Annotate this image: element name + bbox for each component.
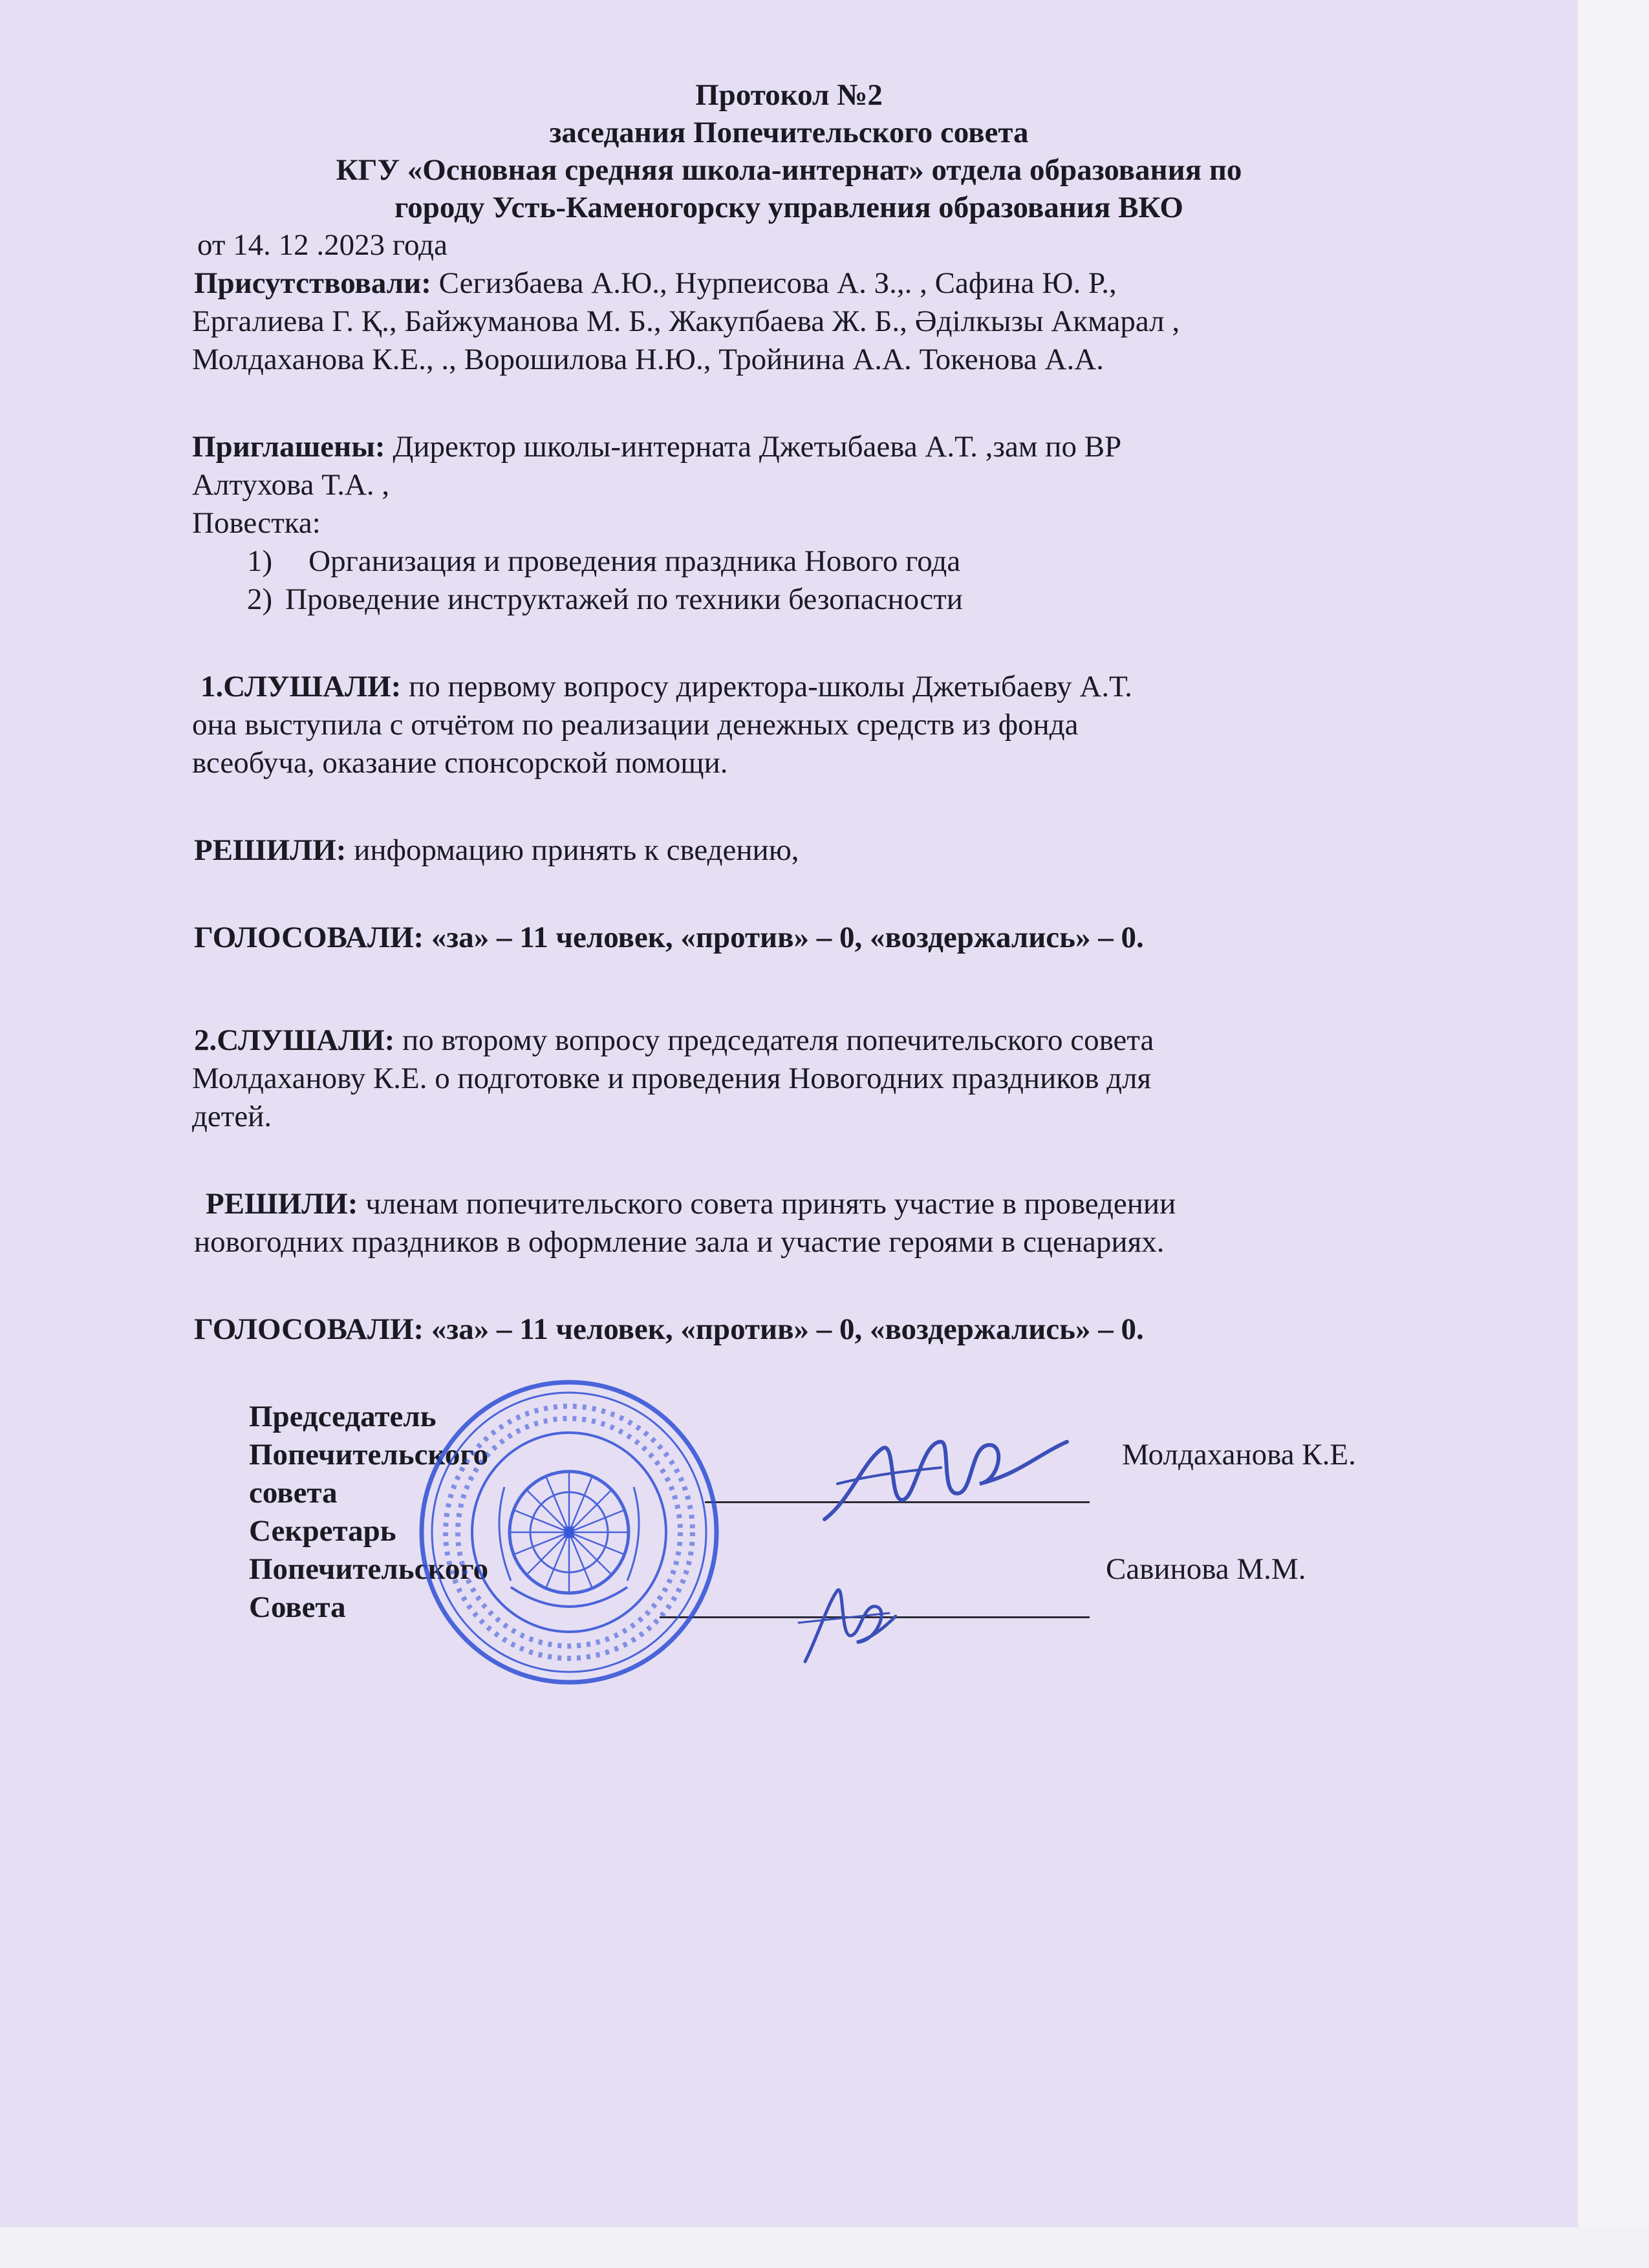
q2-heard-label: 2.СЛУШАЛИ:: [194, 1023, 395, 1057]
q1-heard-line-3: всеобуча, оказание спонсорской помощи.: [192, 746, 728, 780]
secretary-name: Савинова М.М.: [1106, 1552, 1306, 1586]
agenda-item-number: 2): [247, 583, 273, 616]
q1-decided-line: [194, 831, 799, 869]
chair-title-1: Председатель: [249, 1400, 436, 1433]
present-line-2: Ергалиева Г. Қ., Байжуманова М. Б., Жакупбаева Ж. Б., Әділкызы Акмарал ,: [192, 305, 1180, 338]
organization-line-2: городу Усть-Каменогорску управления образования ВКО: [394, 191, 1183, 224]
invited-label: Приглашены:: [192, 430, 385, 464]
agenda-item-1: [247, 542, 960, 580]
q2-heard-line-2: Молдаханову К.Е. о подготовке и проведения Новогодних праздников для: [192, 1062, 1152, 1095]
agenda-item-text: Организация и проведения праздника Нового года: [308, 544, 961, 578]
q1-decided-text: информацию принять к сведению,: [346, 833, 799, 867]
meeting-date: от 14. 12 .2023 года: [197, 228, 447, 262]
protocol-title: Протокол №2: [695, 78, 883, 112]
protocol-subtitle: заседания Попечительского совета: [549, 116, 1029, 149]
present-line-1: [194, 264, 1117, 302]
official-stamp-seal: [414, 1374, 724, 1691]
secretary-title-3: Совета: [249, 1590, 346, 1624]
chair-title-2: Попечительского: [249, 1438, 489, 1471]
q2-heard-text-1: по второму вопросу председателя попечительского совета: [394, 1023, 1154, 1057]
secretary-signature: [792, 1578, 902, 1674]
scan-margin-right: [1578, 0, 1649, 2268]
scan-margin-bottom: [0, 2227, 1649, 2268]
agenda-item-2: [247, 581, 963, 618]
invited-line-2: Алтухова Т.А. ,: [192, 468, 390, 502]
secretary-title-1: Секретарь: [249, 1514, 396, 1548]
q2-decided-line-2: новогодних праздников в оформление зала и участие героями в сценариях.: [194, 1225, 1165, 1259]
q2-decided-label: РЕШИЛИ:: [206, 1187, 358, 1221]
q1-heard-line-1: [200, 668, 1132, 705]
chair-signature: [812, 1422, 1070, 1532]
q2-heard-line-1: [194, 1022, 1154, 1059]
organization-line: КГУ «Основная средняя школа-интернат» отдела образования по: [336, 153, 1242, 187]
chair-title-3: совета: [249, 1476, 338, 1510]
secretary-title-2: Попечительского: [249, 1552, 489, 1586]
q1-decided-label: РЕШИЛИ:: [194, 833, 347, 867]
q1-heard-text-1: по первому вопросу директора-школы Джетыбаеву А.Т.: [401, 670, 1132, 703]
agenda-item-number: 1): [247, 544, 273, 578]
q2-heard-line-3: детей.: [192, 1100, 272, 1133]
agenda-label: Повестка:: [192, 506, 321, 540]
q1-heard-line-2: она выступила с отчётом по реализации денежных средств из фонда: [192, 708, 1079, 742]
q2-decided-text-1: членам попечительского совета принять участие в проведении: [358, 1187, 1176, 1221]
invited-names-1: Директор школы-интерната Джетыбаева А.Т. ,зам по ВР: [385, 430, 1122, 464]
q2-decided-line-1: [206, 1185, 1176, 1223]
q1-heard-label: 1.СЛУШАЛИ:: [200, 670, 402, 703]
present-line-3: Молдаханова К.Е., ., Ворошилова Н.Ю., Тройнина А.А. Токенова А.А.: [192, 343, 1104, 376]
present-names-1: Сегизбаева А.Ю., Нурпеисова А. З.,. , Сафина Ю. Р.,: [431, 266, 1117, 300]
q1-voting-result: ГОЛОСОВАЛИ: «за» – 11 человек, «против» – 0, «воздержались» – 0.: [194, 921, 1144, 954]
present-label: Присутствовали:: [194, 266, 431, 300]
chair-name: Молдаханова К.Е.: [1122, 1438, 1356, 1471]
agenda-item-text: Проведение инструктажей по техники безопасности: [285, 583, 963, 616]
q2-voting-result: ГОЛОСОВАЛИ: «за» – 11 человек, «против» – 0, «воздержались» – 0.: [194, 1312, 1144, 1346]
invited-line-1: [192, 428, 1121, 465]
